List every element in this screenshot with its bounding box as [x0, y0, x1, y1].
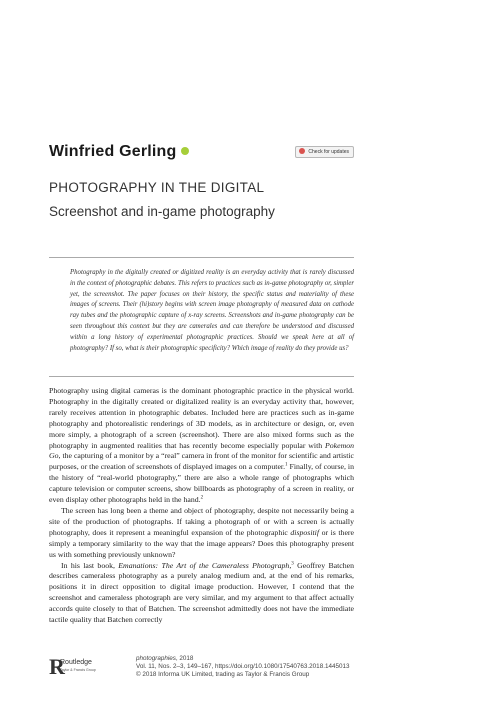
abstract-bottom-rule	[49, 376, 354, 377]
p2-text-a: The screen has long been a theme and object of photography, despite not necessarily being a site of the production of photographs. If taking a photograph of or with a screen is actually photography, does it represent a meaningful expansion of the photographic	[49, 505, 354, 537]
author-row	[49, 143, 354, 167]
p2-dispositif-italic: dispositif	[290, 527, 320, 537]
citation-block	[136, 655, 349, 680]
p1-text-c: Finally, of course, in the history of “real-world photography,” there are also a whole range of photographs which capture television or computer screens, show billboards as photography of a screen in reality, or even display other photographs held in the hand.	[49, 462, 354, 505]
p3-comma: ,	[289, 560, 292, 570]
p2-text-b: or is there simply a temporary similarity to the way that the image appears? Does this photography present us with something previously unknown?	[49, 527, 354, 559]
body-paragraph-3	[49, 561, 354, 626]
journal-name: photographies	[136, 655, 176, 662]
citation-line-1	[136, 655, 349, 663]
p3-book-title: Emanations: The Art of the Cameraless Photograph	[118, 560, 290, 570]
crossmark-icon	[299, 148, 305, 154]
article-subtitle: Screenshot and in-game photography	[49, 204, 275, 219]
author-name	[49, 143, 189, 161]
citation-line-2[interactable]: Vol. 11, Nos. 2–3, 149–167, https://doi.org/10.1080/17540763.2018.1445013	[136, 663, 350, 671]
footnote-ref-3[interactable]: 3	[291, 560, 294, 566]
article-title: PHOTOGRAPHY IN THE DIGITAL	[49, 180, 265, 195]
p1-pokemon-italic: Pokemon Go	[49, 440, 354, 461]
p1-text-b: , the capturing of a monitor by a “real” camera in front of the monitor for scientific and artistic purposes, or the creation of screenshots of displayed images on a computer.	[49, 451, 354, 472]
publisher-name: Routledge	[60, 659, 92, 666]
abstract: Photography in the digitally created or digitized reality is an everyday activity that is rarely discussed in the context of photographic debates. This refers to practices such as in-game photography or, simpler yet, the screenshot. The paper focuses on their history, the specific status and materiality of these images of screens. Their (hi)story begins with screen image photography of measured data on cathode ray tubes and the photographic capture of x-ray screens. Screenshots and in-game photography can be seen throughout this context but they are camerales and can therefore be understood and discussed within a long history of experimental photographic practices. Should we speak here at all of photography? If so, what is their photographic specificity? Which image of reality do they provide us?	[70, 269, 354, 352]
body-paragraph-1	[49, 386, 354, 506]
check-updates-label: Check for updates	[308, 149, 349, 155]
p3-text-b: Geoffrey Batchen describes cameraless photography as a purely analog medium and, at the end of his remarks, positions it in direct opposition to digital image production. However, I contend that the screenshot and cameraless photograph are very similar, and my argument to that affect actually accords quite closely to that of Batchen. The screenshot admittedly does not have the immediate tactile quality that Batchen correctly	[49, 560, 354, 625]
article-body	[49, 386, 354, 626]
body-paragraph-2	[49, 506, 354, 561]
orcid-icon[interactable]	[181, 147, 189, 155]
p1-text-a: Photography using digital cameras is the dominant photographic practice in the physical world. Photography in the digitally created or digitalized reality is an everyday activity that, however, rarely receives attention in photographic debates. Included here are practices such as in-game photography and photorealistic renderings of 3D models, as in architecture or design, or, even more simply, a photograph of a screen (screenshot). There are also mixed forms such as the photography in augmented realities that has recently become especially popular with	[49, 386, 354, 450]
p3-text-a: In his last book,	[61, 560, 119, 570]
routledge-logo-icon: R	[49, 654, 65, 679]
abstract-top-rule	[49, 257, 354, 258]
page-footer	[49, 652, 354, 686]
check-for-updates-button[interactable]	[295, 146, 354, 158]
journal-year: , 2018	[175, 655, 194, 662]
citation-line-3: © 2018 Informa UK Limited, trading as Taylor & Francis Group	[136, 671, 310, 679]
author-text: Winfried Gerling	[49, 143, 177, 160]
footnote-ref-2[interactable]: 2	[200, 495, 204, 501]
publisher-subtitle: Taylor & Francis Group	[60, 668, 96, 672]
footnote-ref-1[interactable]: 1	[285, 462, 288, 468]
